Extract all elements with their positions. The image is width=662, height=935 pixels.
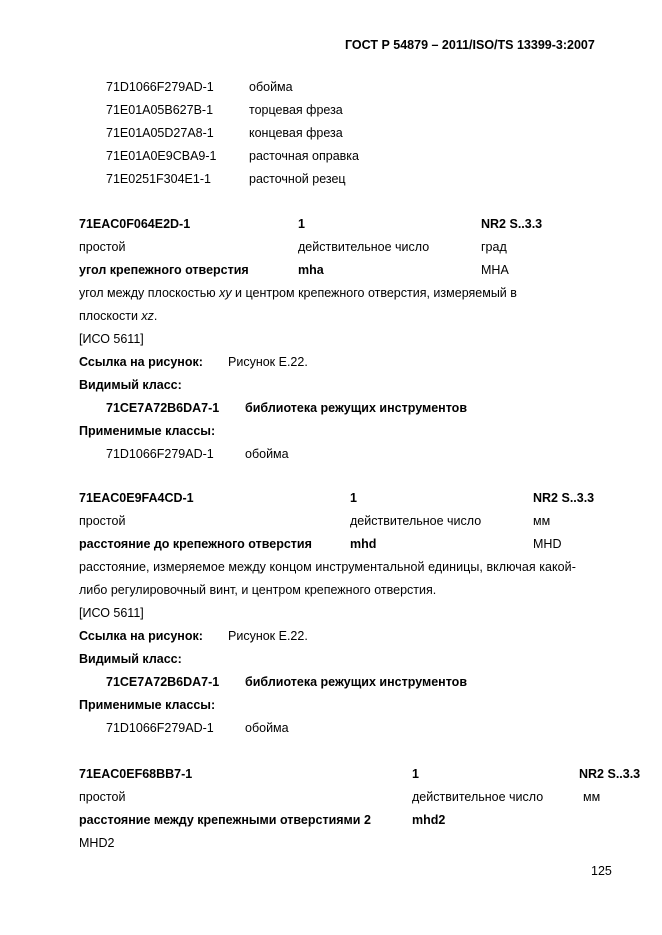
entry2-applicable-label: Применимые классы: xyxy=(79,698,216,712)
entry2-applicable-code: 71D1066F279AD-1 xyxy=(106,721,214,735)
entry3-version: 1 xyxy=(412,767,419,781)
entry2-source: [ИСО 5611] xyxy=(79,606,144,620)
entry3-type-code: NR2 S..3.3 xyxy=(579,767,641,781)
entry1-symbol: mha xyxy=(298,263,324,277)
entry2-definition-line2: либо регулировочный винт, и центром крепежного отверстия. xyxy=(79,583,437,597)
entry2-symbol: mhd xyxy=(350,537,377,551)
entry1-source: [ИСО 5611] xyxy=(79,332,144,346)
entry2-name: расстояние до крепежного отверстия xyxy=(79,537,312,551)
list-item-code: 71E01A0E9CBA9-1 xyxy=(106,149,217,163)
entry1-symbol-caps: MHA xyxy=(481,263,509,277)
entry1-applicable-label: Применимые классы: xyxy=(79,424,216,438)
entry1-name: угол крепежного отверстия xyxy=(79,263,249,277)
entry3-symbol: mhd2 xyxy=(412,813,446,827)
entry1-figure-value: Рисунок Е.22. xyxy=(228,355,308,369)
entry2-version: 1 xyxy=(350,491,357,505)
entry1-unit: град xyxy=(481,240,507,254)
entry1-visible-class-name: библиотека режущих инструментов xyxy=(245,401,468,415)
entry1-visible-class-code: 71CE7A72B6DA7-1 xyxy=(106,401,220,415)
entry3-symbol-caps: MHD2 xyxy=(79,836,115,850)
list-item-code: 71E0251F304E1-1 xyxy=(106,172,211,186)
entry1-version: 1 xyxy=(298,217,305,231)
entry3-datatype: простой xyxy=(79,790,126,804)
entry2-type-code: NR2 S..3.3 xyxy=(533,491,595,505)
list-item-name: расточной резец xyxy=(249,172,346,186)
entry3-code: 71EAC0EF68BB7-1 xyxy=(79,767,193,781)
page-header: ГОСТ Р 54879 – 2011/ISO/TS 13399-3:2007 xyxy=(345,38,595,52)
list-item-code: 71D1066F279AD-1 xyxy=(106,80,214,94)
entry1-applicable-code: 71D1066F279AD-1 xyxy=(106,447,214,461)
entry2-visible-class-label: Видимый класс: xyxy=(79,652,182,666)
entry2-definition-line1: расстояние, измеряемое между концом инструментальной единицы, включая какой- xyxy=(79,560,576,574)
entry2-applicable-name: обойма xyxy=(245,721,289,735)
entry2-datatype: простой xyxy=(79,514,126,528)
entry2-symbol-caps: MHD xyxy=(533,537,562,551)
entry2-visible-class-name: библиотека режущих инструментов xyxy=(245,675,468,689)
list-item-name: концевая фреза xyxy=(249,126,343,140)
entry1-value-type: действительное число xyxy=(298,240,430,254)
list-item-name: обойма xyxy=(249,80,293,94)
list-item-name: торцевая фреза xyxy=(249,103,343,117)
entry2-visible-class-code: 71CE7A72B6DA7-1 xyxy=(106,675,220,689)
list-item-code: 71E01A05D27A8-1 xyxy=(106,126,214,140)
entry1-figure-label: Ссылка на рисунок: xyxy=(79,355,203,369)
entry2-code: 71EAC0E9FA4CD-1 xyxy=(79,491,194,505)
entry3-unit: мм xyxy=(583,790,601,804)
entry1-visible-class-label: Видимый класс: xyxy=(79,378,182,392)
entry3-value-type: действительное число xyxy=(412,790,544,804)
entry2-figure-value: Рисунок Е.22. xyxy=(228,629,308,643)
entry2-value-type: действительное число xyxy=(350,514,482,528)
page-number: 125 xyxy=(591,864,612,878)
entry1-type-code: NR2 S..3.3 xyxy=(481,217,543,231)
entry3-name: расстояние между крепежными отверстиями 2 xyxy=(79,813,371,827)
entry1-definition-line1: угол между плоскостью xy и центром крепежного отверстия, измеряемый в xyxy=(79,286,517,300)
entry1-code: 71EAC0F064E2D-1 xyxy=(79,217,191,231)
entry2-unit: мм xyxy=(533,514,551,528)
entry1-definition-line2: плоскости xz. xyxy=(79,309,158,323)
list-item-code: 71E01A05B627B-1 xyxy=(106,103,214,117)
entry2-figure-label: Ссылка на рисунок: xyxy=(79,629,203,643)
entry1-datatype: простой xyxy=(79,240,126,254)
list-item-name: расточная оправка xyxy=(249,149,359,163)
entry1-applicable-name: обойма xyxy=(245,447,289,461)
